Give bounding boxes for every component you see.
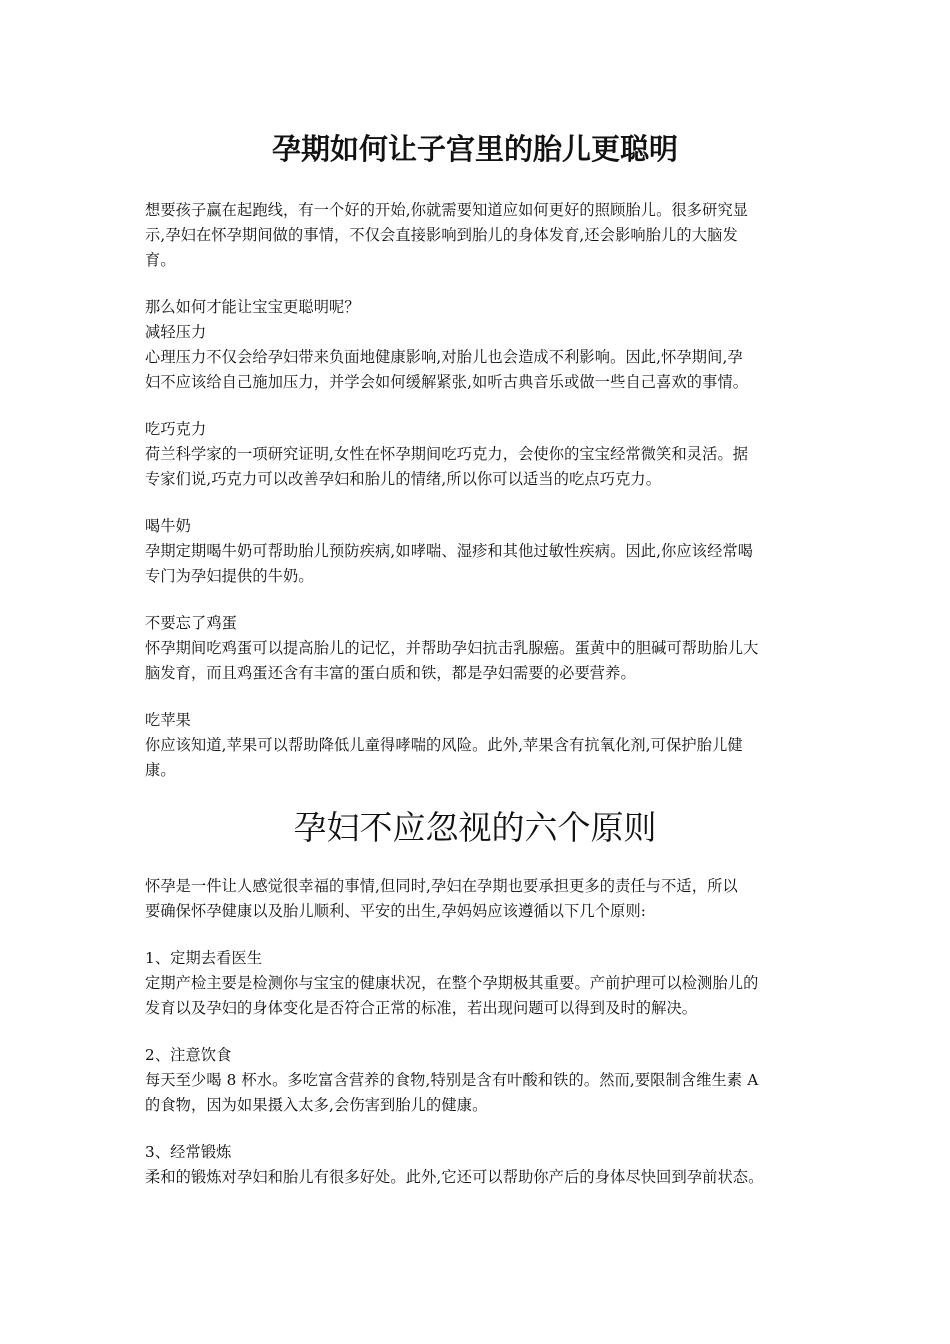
paragraph-line: 专家们说,巧克力可以改善孕妇和胎儿的情绪,所以你可以适当的吃点巧克力。 xyxy=(145,470,662,488)
paragraph-line: 荷兰科学家的一项研究证明,女性在怀孕期间吃巧克力，会使你的宝宝经常微笑和灵活。据 xyxy=(145,445,749,463)
paragraph-line: 柔和的锻炼对孕妇和胎儿有很多好处。此外,它还可以帮助你产后的身体尽快回到孕前状态。 xyxy=(145,1168,764,1186)
intro-line: 怀孕是一件让人感觉很幸福的事情,但同时,孕妇在孕期也要承担更多的责任与不适，所以 xyxy=(145,877,738,895)
article-title: 孕期如何让子宫里的胎儿更聪明 xyxy=(271,132,678,166)
paragraph-line: 怀孕期间吃鸡蛋可以提高胎儿的记忆，并帮助孕妇抗击乳腺癌。蛋黄中的胆碱可帮助胎儿大 xyxy=(145,639,759,657)
section-heading: 2、注意饮食 xyxy=(145,1046,232,1064)
article-title: 孕妇不应忽视的六个原则 xyxy=(293,808,657,847)
question-line: 那么如何才能让宝宝更聪明呢？ xyxy=(145,298,360,316)
intro-line: 育。 xyxy=(145,251,176,269)
section-heading: 吃巧克力 xyxy=(145,420,207,438)
section-heading: 1、定期去看医生 xyxy=(145,949,263,967)
section-heading: 3、经常锻炼 xyxy=(145,1143,232,1161)
article-body xyxy=(145,874,825,1190)
paragraph-line: 专门为孕妇提供的牛奶。 xyxy=(145,567,314,585)
paragraph-line: 发育以及孕妇的身体变化是否符合正常的标准，若出现问题可以得到及时的解决。 xyxy=(145,999,698,1017)
section-heading: 减轻压力 xyxy=(145,323,207,341)
paragraph-line: 康。 xyxy=(145,761,176,779)
paragraph-line: 每天至少喝 8 杯水。多吃富含营养的食物,特别是含有叶酸和铁的。然而,要限制含维生素 A xyxy=(145,1071,759,1089)
paragraph-line: 心理压力不仅会给孕妇带来负面地健康影响,对胎儿也会造成不利影响。因此,怀孕期间,孕 xyxy=(145,348,743,366)
intro-line: 示,孕妇在怀孕期间做的事情，不仅会直接影响到胎儿的身体发育,还会影响胎儿的大脑发 xyxy=(145,226,738,244)
section-heading: 吃苹果 xyxy=(145,711,192,729)
section-heading: 喝牛奶 xyxy=(145,517,192,535)
intro-line: 想要孩子赢在起跑线，有一个好的开始,你就需要知道应如何更好的照顾胎儿。很多研究显 xyxy=(145,201,749,219)
article-body xyxy=(145,198,825,783)
paragraph-line: 脑发育，而且鸡蛋还含有丰富的蛋白质和铁，都是孕妇需要的必要营养。 xyxy=(145,664,636,682)
paragraph-line: 妇不应该给自己施加压力，并学会如何缓解紧张,如听古典音乐或做一些自己喜欢的事情。 xyxy=(145,373,749,391)
intro-line: 要确保怀孕健康以及胎儿顺利、平安的出生,孕妈妈应该遵循以下几个原则: xyxy=(145,902,647,920)
section-heading: 不要忘了鸡蛋 xyxy=(145,614,238,632)
paragraph-line: 定期产检主要是检测你与宝宝的健康状况，在整个孕期极其重要。产前护理可以检测胎儿的 xyxy=(145,974,759,992)
paragraph-line: 的食物，因为如果摄入太多,会伤害到胎儿的健康。 xyxy=(145,1096,488,1114)
paragraph-line: 你应该知道,苹果可以帮助降低儿童得哮喘的风险。此外,苹果含有抗氧化剂,可保护胎儿健 xyxy=(145,736,743,754)
paragraph-line: 孕期定期喝牛奶可帮助胎儿预防疾病,如哮喘、湿疹和其他过敏性疾病。因此,你应该经常喝 xyxy=(145,542,754,560)
